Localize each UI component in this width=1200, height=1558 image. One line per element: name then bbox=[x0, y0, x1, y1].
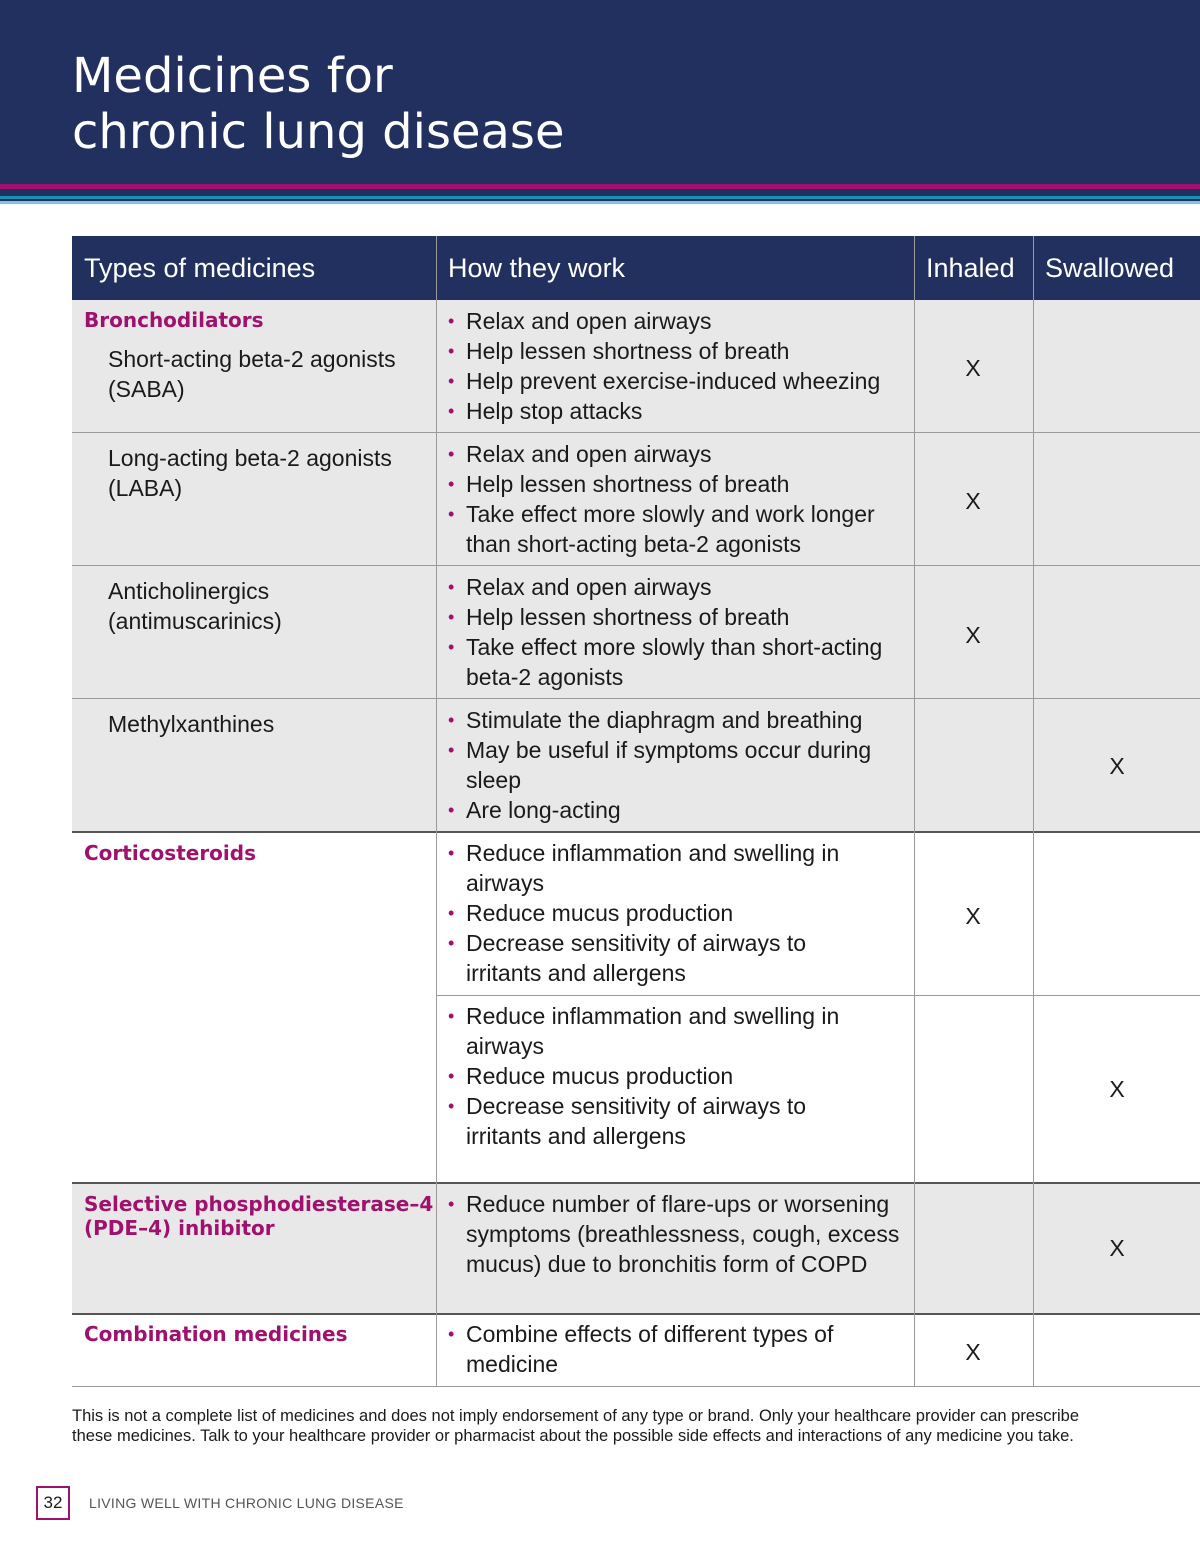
list-item: • Help lessen shortness of breath bbox=[448, 336, 908, 366]
list-item: • Help stop attacks bbox=[448, 396, 908, 426]
medicine-type: Methylxanthines bbox=[108, 711, 275, 737]
col-header-how: How they work bbox=[436, 236, 914, 300]
header-stripe bbox=[0, 189, 1200, 196]
list-item: • Reduce number of flare-ups or worsening symptoms (breathlessness, cough, excess mucus) due to bronchitis form of COPD bbox=[448, 1189, 908, 1279]
list-item: • Decrease sensitivity of airways to irritants and allergens bbox=[448, 928, 848, 988]
how-list bbox=[448, 1319, 848, 1379]
how-list bbox=[448, 838, 848, 988]
col-header-types: Types of medicines bbox=[72, 236, 436, 300]
how-list bbox=[448, 705, 908, 825]
list-item: • Take effect more slowly than short-acting beta-2 agonists bbox=[448, 632, 908, 692]
list-item: • Reduce inflammation and swelling in airways bbox=[448, 1001, 848, 1061]
col-divider bbox=[914, 236, 915, 1387]
section-divider bbox=[72, 831, 1200, 833]
page-number: 32 bbox=[36, 1486, 70, 1520]
page-title-line-2: chronic lung disease bbox=[72, 104, 565, 160]
section-divider bbox=[72, 1182, 1200, 1184]
list-item: • Relax and open airways bbox=[448, 306, 908, 336]
list-item: • Reduce inflammation and swelling in airways bbox=[448, 838, 848, 898]
col-header-swallowed: Swallowed bbox=[1033, 236, 1200, 300]
table-bottom-rule bbox=[72, 1386, 1200, 1387]
how-list bbox=[448, 572, 908, 692]
list-item: • Decrease sensitivity of airways to irritants and allergens bbox=[448, 1091, 848, 1151]
inhaled-mark: X bbox=[965, 903, 981, 929]
category-corticosteroids: Corticosteroids bbox=[84, 841, 257, 865]
medicine-type: Short-acting beta-2 agonists (SABA) bbox=[108, 346, 396, 402]
inhaled-mark: X bbox=[965, 355, 981, 381]
row-divider bbox=[72, 432, 1200, 433]
inhaled-mark: X bbox=[965, 622, 981, 648]
inhaled-mark: X bbox=[965, 1339, 981, 1365]
section-divider bbox=[72, 1313, 1200, 1315]
header-stripe bbox=[0, 201, 1200, 204]
col-divider bbox=[436, 236, 437, 1387]
list-item: • Take effect more slowly and work longer than short-acting beta-2 agonists bbox=[448, 499, 908, 559]
how-list bbox=[448, 439, 908, 559]
running-title: LIVING WELL WITH CHRONIC LUNG DISEASE bbox=[89, 1495, 404, 1511]
list-item: • Help lessen shortness of breath bbox=[448, 469, 908, 499]
row-divider bbox=[72, 565, 1200, 566]
list-item: • Combine effects of different types of medicine bbox=[448, 1319, 848, 1379]
swallowed-mark: X bbox=[1109, 1076, 1125, 1102]
list-item: • May be useful if symptoms occur during sleep bbox=[448, 735, 908, 795]
inhaled-mark: X bbox=[965, 488, 981, 514]
list-item: • Help prevent exercise-induced wheezing bbox=[448, 366, 908, 396]
list-item: • Reduce mucus production bbox=[448, 898, 848, 928]
medicine-type: Long-acting beta-2 agonists (LABA) bbox=[108, 445, 392, 501]
swallowed-mark: X bbox=[1109, 1235, 1125, 1261]
list-item: • Reduce mucus production bbox=[448, 1061, 848, 1091]
category-bronchodilators: Bronchodilators bbox=[84, 308, 264, 332]
list-item: • Relax and open airways bbox=[448, 439, 908, 469]
row-divider bbox=[72, 698, 1200, 699]
how-list bbox=[448, 1001, 848, 1151]
disclaimer-note: This is not a complete list of medicines and does not imply endorsement of any type or brand. Only your healthcare provider can prescribe these medicines. Talk to your healthcare provider or pharmacist about the possible side effects and interactions of any medicine you take. bbox=[72, 1407, 1080, 1445]
col-divider bbox=[1033, 236, 1034, 1387]
list-item: • Are long-acting bbox=[448, 795, 908, 825]
row-divider bbox=[436, 995, 1200, 996]
list-item: • Stimulate the diaphragm and breathing bbox=[448, 705, 908, 735]
how-list bbox=[448, 306, 908, 426]
col-header-inhaled: Inhaled bbox=[914, 236, 1033, 300]
medicine-type: Anticholinergics (antimuscarinics) bbox=[108, 578, 282, 634]
list-item: • Help lessen shortness of breath bbox=[448, 602, 908, 632]
category-pde4-inhibitor: Selective phosphodiesterase–4 (PDE–4) inhibitor bbox=[84, 1192, 434, 1240]
swallowed-mark: X bbox=[1109, 753, 1125, 779]
list-item: • Relax and open airways bbox=[448, 572, 908, 602]
page-title-line-1: Medicines for bbox=[72, 48, 393, 104]
how-list bbox=[448, 1189, 908, 1279]
category-combination-medicines: Combination medicines bbox=[84, 1322, 348, 1346]
